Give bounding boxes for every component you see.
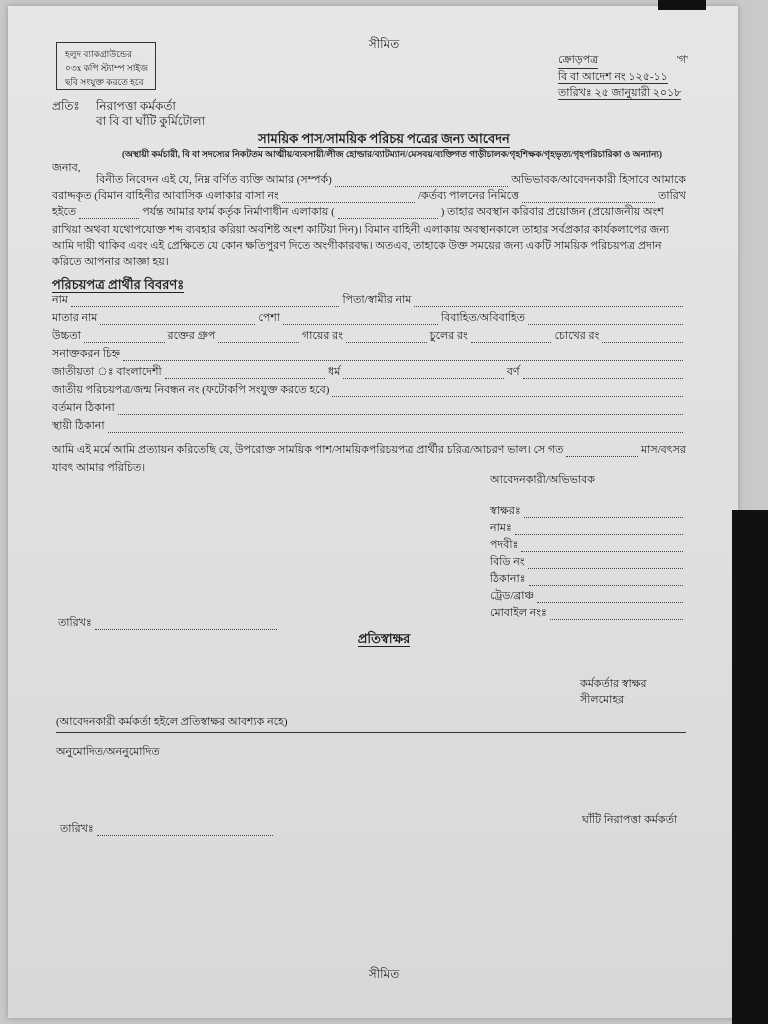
body-text: বরাদ্দকৃত (বিমান বাহিনীর আবাসিক এলাকার বাসা নং — [52, 190, 279, 202]
field-row — [52, 294, 686, 310]
field-row — [52, 384, 686, 400]
blank-field — [602, 342, 683, 343]
blank-field — [528, 324, 683, 325]
attestation-line — [52, 444, 686, 460]
field-label: বর্ণ — [506, 366, 520, 378]
blank-field — [550, 619, 683, 620]
field-row — [52, 330, 686, 346]
field-label: ধর্ম — [328, 366, 341, 378]
address-label: ঠিকানাঃ — [490, 573, 526, 585]
field-label: চোখের রং — [554, 330, 600, 342]
date-label: তারিখঃ — [58, 617, 92, 629]
blank-field — [71, 306, 340, 307]
body-text: /কর্তব্য পালনের নিমিত্তে — [417, 190, 519, 202]
addressee-line: বা বি বা ঘাঁটি কুর্মিটোলা — [96, 114, 206, 128]
signature-row — [490, 521, 686, 538]
blank-field — [414, 306, 683, 307]
attestation-text: আমি এই মর্মে আমি প্রত্যায়ন করিতেছি যে, উপরোক্ত সাময়িক পাশ/সাময়িকপরিচয়পত্র প্রার্থীর চরিত্র/আচরণ ভাল। সে গত — [52, 444, 564, 456]
signature-label: স্বাক্ষরঃ — [490, 505, 521, 517]
salutation: জনাব, — [52, 162, 81, 174]
field-row — [52, 312, 686, 328]
trade-branch-label: ট্রেড/ব্রাঞ্চ — [490, 590, 535, 602]
officer-signature-label: কর্মকর্তার স্বাক্ষর — [580, 678, 647, 690]
date-label: তারিখঃ — [60, 823, 94, 835]
body-text: অভিভাবক/আবেদনকারী হিসাবে আমাকে — [511, 174, 686, 186]
blank-field — [537, 602, 683, 603]
order-number: বি বা আদেশ নং ১২৫-১১ — [558, 71, 668, 83]
blank-field — [528, 568, 683, 569]
field-row — [52, 420, 686, 436]
field-label: বর্তমান ঠিকানা — [52, 402, 115, 414]
annex-value: 'গ' — [676, 54, 688, 66]
signature-row — [490, 504, 686, 521]
blank-field — [523, 378, 683, 379]
field-row — [52, 348, 686, 364]
blank-field — [165, 378, 325, 379]
blank-field — [521, 551, 683, 552]
date-row — [60, 822, 276, 839]
photo-instruction-line: ছবি সংযুক্ত করতে হবে — [65, 77, 144, 87]
form-title-text: সাময়িক পাস/সাময়িক পরিচয় পত্রের জন্য আবেদন — [258, 131, 510, 146]
field-label: গায়ের রং — [302, 330, 343, 342]
blank-field — [515, 534, 683, 535]
blank-field — [118, 414, 683, 415]
blank-field — [84, 342, 165, 343]
blank-field — [566, 456, 638, 457]
field-label: জাতীয়তা ঃ বাংলাদেশী — [52, 366, 162, 378]
classification-footer: সীমিত — [368, 967, 400, 981]
photo-instruction-line: ০৩x কপি স্ট্যাম্প সাইজ — [65, 63, 149, 73]
applicant-guardian-heading: আবেদনকারী/অভিভাবক — [490, 474, 595, 486]
body-text: হইতে — [52, 206, 77, 218]
name-label: নামঃ — [490, 522, 512, 534]
approval-authority: ঘাঁটি নিরাপত্তা কর্মকর্তা — [582, 814, 678, 826]
blank-field — [524, 517, 683, 518]
details-heading-text: পরিচয়পত্র প্রার্থীর বিবরণঃ — [52, 277, 185, 292]
blank-field — [123, 360, 683, 361]
body-text: বিনীত নিবেদন এই যে, নিম্ন বর্ণিত ব্যক্তি আমার (সম্পর্ক) — [96, 174, 332, 186]
field-label: বিবাহিত/অবিবাহিত — [440, 312, 526, 324]
field-label: উচ্চতা — [52, 330, 81, 342]
order-reference — [558, 52, 688, 101]
order-date: তারিখঃ ২৫ জানুয়ারী ২০১৮ — [558, 87, 682, 99]
body-text: ) তাহার অবস্থান করিবার প্রয়োজন (প্রয়োজনীয় অংশ — [440, 206, 664, 218]
field-label: চুলের রং — [429, 330, 468, 342]
approval-status: অনুমোদিত/অননুমোদিত — [56, 746, 160, 758]
attestation-text: যাবৎ আমার পরিচিত। — [52, 462, 146, 474]
mobile-label: মোবাইল নংঃ — [490, 607, 547, 619]
blank-field — [108, 432, 683, 433]
blank-field — [338, 218, 438, 219]
to-label: প্রতিঃ — [52, 99, 80, 113]
blank-field — [346, 342, 427, 343]
designation-label: পদবীঃ — [490, 539, 519, 551]
field-label: স্থায়ী ঠিকানা — [52, 420, 105, 432]
blank-field — [283, 324, 438, 325]
addressee-line: নিরাপত্তা কর্মকর্তা — [96, 99, 176, 113]
classification-header: সীমিত — [368, 37, 400, 51]
photo-instruction-box — [56, 42, 156, 90]
blank-field — [97, 835, 273, 836]
countersign-note: (আবেদনকারী কর্মকর্তা হইলে প্রতিস্বাক্ষর আবশ্যক নহে) — [56, 716, 288, 728]
blank-field — [332, 396, 683, 397]
photo-instruction-line: হলুদ ব্যাকগ্রাউন্ডের — [65, 49, 133, 59]
field-label: নাম — [52, 294, 68, 306]
field-label: রক্তের গ্রুপ — [167, 330, 216, 342]
annex-label: ক্রোড়পত্র — [558, 52, 598, 69]
field-label: জাতীয় পরিচয়পত্র/জন্ম নিবন্ধন নং (ফটোকপি সংযুক্ত করতে হবে) — [52, 384, 330, 396]
signature-row — [490, 606, 686, 623]
field-label: সনাক্তকরন চিহ্ন — [52, 348, 121, 360]
divider-rule — [56, 732, 686, 733]
field-row — [52, 402, 686, 418]
blank-field — [218, 342, 299, 343]
bd-no-label: বিডি নং — [490, 556, 525, 568]
countersign-heading — [0, 630, 768, 651]
body-text: তারিখ — [658, 190, 687, 202]
blank-field — [343, 378, 503, 379]
body-text: করিতে আপনার আজ্ঞা হয়। — [52, 256, 169, 268]
seal-label: সীলমোহর — [580, 694, 625, 706]
scan-shadow-edge — [732, 510, 768, 1024]
field-label: পেশা — [258, 312, 280, 324]
attestation-text: মাস/বৎসর — [641, 444, 686, 456]
form-subtitle: (অস্থায়ী কর্মচারী, বি বা সদস্যের নিকটতম আত্মীয়/ব্যবসায়ী/লীজ হোল্ডার/ব্যাটম্যান/মেসবয়/ব্যক্তিগত গাড়ীচালক/গৃহশিক্ষক/গৃহভৃত্য/গৃহপরিচারিকা ও অন্যান্য) — [121, 149, 663, 159]
blank-field — [471, 342, 552, 343]
body-text: রাখিয়া অথবা যথোপযোক্ত শব্দ ব্যবহার করিয়া অবশিষ্ট অংশ কাটিয়া দিন)। বিমান বাহিনী এলাকায় অবস্থানকালে তাহার সর্বপ্রকার কার্যকলাপের জন্য — [52, 224, 670, 236]
field-label: মাতার নাম — [52, 312, 98, 324]
blank-field — [79, 218, 139, 219]
field-label: পিতা/স্বামীর নাম — [342, 294, 412, 306]
blank-field — [100, 324, 255, 325]
blank-field — [529, 585, 683, 586]
body-line — [52, 206, 686, 222]
body-text: আমি দায়ী থাকিব এবং এই প্রেক্ষিতে যে কোন ক্ষতিপুরণ দিতে অংগীকারবদ্ধ। অতএব, তাহাকে উক্ত সময়ের জন্য একটি সাময়িক পরিচয়পত্র প্রদান — [52, 240, 662, 252]
countersign-heading-text: প্রতিস্বাক্ষর — [357, 631, 411, 646]
scan-shadow-top — [658, 0, 706, 10]
body-text: পর্যন্ত আমার ফার্ম কর্তৃক নির্মাণাধীন এলাকায় ( — [142, 206, 335, 218]
field-row — [52, 366, 686, 382]
